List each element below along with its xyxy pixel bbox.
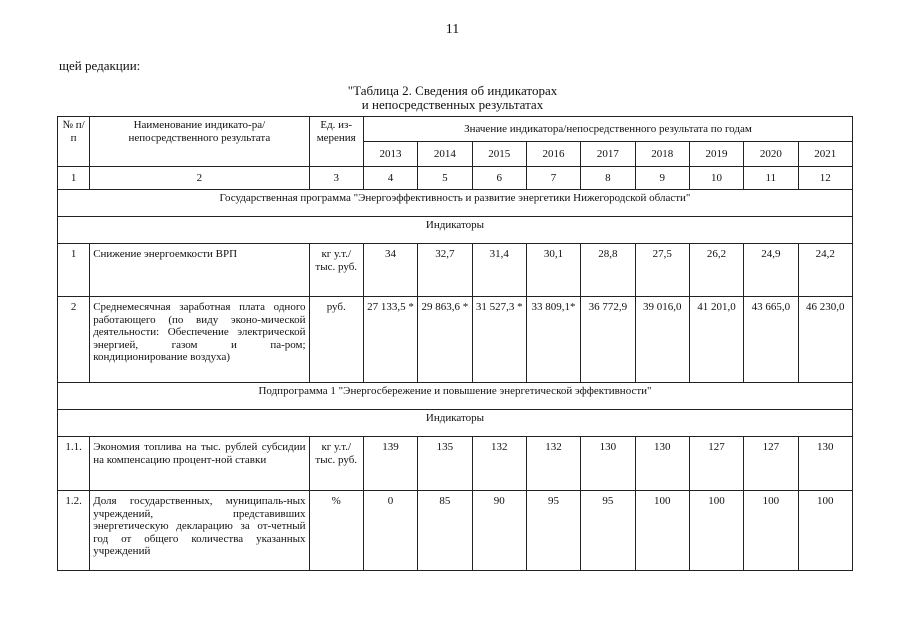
header-name: Наименование индикато-ра/непосредственного результата <box>90 117 309 167</box>
indicators-heading: Индикаторы <box>58 410 853 437</box>
row-value: 31 527,3 * <box>472 297 526 383</box>
row-num: 1.1. <box>58 437 90 491</box>
column-number: 11 <box>744 167 798 190</box>
row-value: 127 <box>689 437 743 491</box>
row-value: 85 <box>418 491 472 571</box>
caption-line-1: "Таблица 2. Сведения об индикаторах <box>347 83 558 98</box>
table-caption <box>0 84 905 112</box>
row-value: 30,1 <box>526 244 580 297</box>
row-value: 24,2 <box>798 244 852 297</box>
row-value: 100 <box>689 491 743 571</box>
row-value: 24,9 <box>744 244 798 297</box>
row-value: 27 133,5 * <box>363 297 417 383</box>
section-row-indicators <box>58 217 853 244</box>
row-unit: руб. <box>309 297 363 383</box>
row-value: 127 <box>744 437 798 491</box>
column-number: 9 <box>635 167 689 190</box>
row-value: 39 016,0 <box>635 297 689 383</box>
row-value: 33 809,1* <box>526 297 580 383</box>
row-value: 41 201,0 <box>689 297 743 383</box>
section-row-indicators <box>58 410 853 437</box>
row-value: 130 <box>581 437 635 491</box>
row-value: 132 <box>526 437 580 491</box>
row-value: 130 <box>635 437 689 491</box>
row-num: 1 <box>58 244 90 297</box>
row-value: 0 <box>363 491 417 571</box>
row-unit: кг у.т./ тыс. руб. <box>309 244 363 297</box>
row-value: 130 <box>798 437 852 491</box>
subprogram-title: Подпрограмма 1 "Энергосбережение и повышение энергетической эффективности" <box>58 383 853 410</box>
column-number: 7 <box>526 167 580 190</box>
row-value: 95 <box>526 491 580 571</box>
table-row <box>58 437 853 491</box>
program-title: Государственная программа "Энергоэффективность и развитие энергетики Нижегородской области" <box>58 190 853 217</box>
row-value: 46 230,0 <box>798 297 852 383</box>
header-unit: Ед. из-мерения <box>309 117 363 167</box>
row-name: Снижение энергоемкости ВРП <box>90 244 309 297</box>
row-value: 100 <box>798 491 852 571</box>
header-year: 2013 <box>363 142 417 167</box>
header-row <box>58 117 853 142</box>
header-year: 2017 <box>581 142 635 167</box>
row-name: Доля государственных, муниципаль-ных учреждений, представивших энергетическую декларацию за от-четный год от общего количества указанных учреждений <box>90 491 309 571</box>
section-row-subprogram <box>58 383 853 410</box>
header-year: 2014 <box>418 142 472 167</box>
row-value: 90 <box>472 491 526 571</box>
header-year: 2016 <box>526 142 580 167</box>
row-name: Экономия топлива на тыс. рублей субсидии на компенсацию процент-ной ставки <box>90 437 309 491</box>
header-year: 2021 <box>798 142 852 167</box>
row-value: 34 <box>363 244 417 297</box>
row-value: 32,7 <box>418 244 472 297</box>
row-name: Среднемесячная заработная плата одного работающего (по виду эконо-мической деятельности: Обеспечение электрической энергией, газом и па-ром; кондиционирование воздуха) <box>90 297 309 383</box>
header-year: 2015 <box>472 142 526 167</box>
row-unit: % <box>309 491 363 571</box>
column-number: 1 <box>58 167 90 190</box>
row-value: 29 863,6 * <box>418 297 472 383</box>
row-value: 26,2 <box>689 244 743 297</box>
column-number: 6 <box>472 167 526 190</box>
header-year: 2020 <box>744 142 798 167</box>
row-value: 135 <box>418 437 472 491</box>
section-row-program <box>58 190 853 217</box>
row-value: 132 <box>472 437 526 491</box>
column-number: 3 <box>309 167 363 190</box>
lead-text: щей редакции: <box>59 58 141 73</box>
column-number-row <box>58 167 853 190</box>
header-values-group: Значение индикатора/непосредственного результата по годам <box>363 117 852 142</box>
indicators-heading: Индикаторы <box>58 217 853 244</box>
column-number: 2 <box>90 167 309 190</box>
row-value: 100 <box>635 491 689 571</box>
header-num: № п/п <box>58 117 90 167</box>
column-number: 12 <box>798 167 852 190</box>
column-number: 5 <box>418 167 472 190</box>
row-value: 27,5 <box>635 244 689 297</box>
row-value: 36 772,9 <box>581 297 635 383</box>
column-number: 4 <box>363 167 417 190</box>
row-num: 1.2. <box>58 491 90 571</box>
row-value: 100 <box>744 491 798 571</box>
caption-line-2: и непосредственных результатах <box>361 97 544 112</box>
header-year: 2018 <box>635 142 689 167</box>
row-value: 31,4 <box>472 244 526 297</box>
row-value: 95 <box>581 491 635 571</box>
column-number: 8 <box>581 167 635 190</box>
row-value: 43 665,0 <box>744 297 798 383</box>
header-year: 2019 <box>689 142 743 167</box>
table-row <box>58 244 853 297</box>
table-row <box>58 297 853 383</box>
row-value: 28,8 <box>581 244 635 297</box>
table-row <box>58 491 853 571</box>
indicators-table <box>57 116 853 571</box>
page-number: 11 <box>445 22 460 37</box>
column-number: 10 <box>689 167 743 190</box>
row-unit: кг у.т./тыс. руб. <box>309 437 363 491</box>
row-num: 2 <box>58 297 90 383</box>
row-value: 139 <box>363 437 417 491</box>
